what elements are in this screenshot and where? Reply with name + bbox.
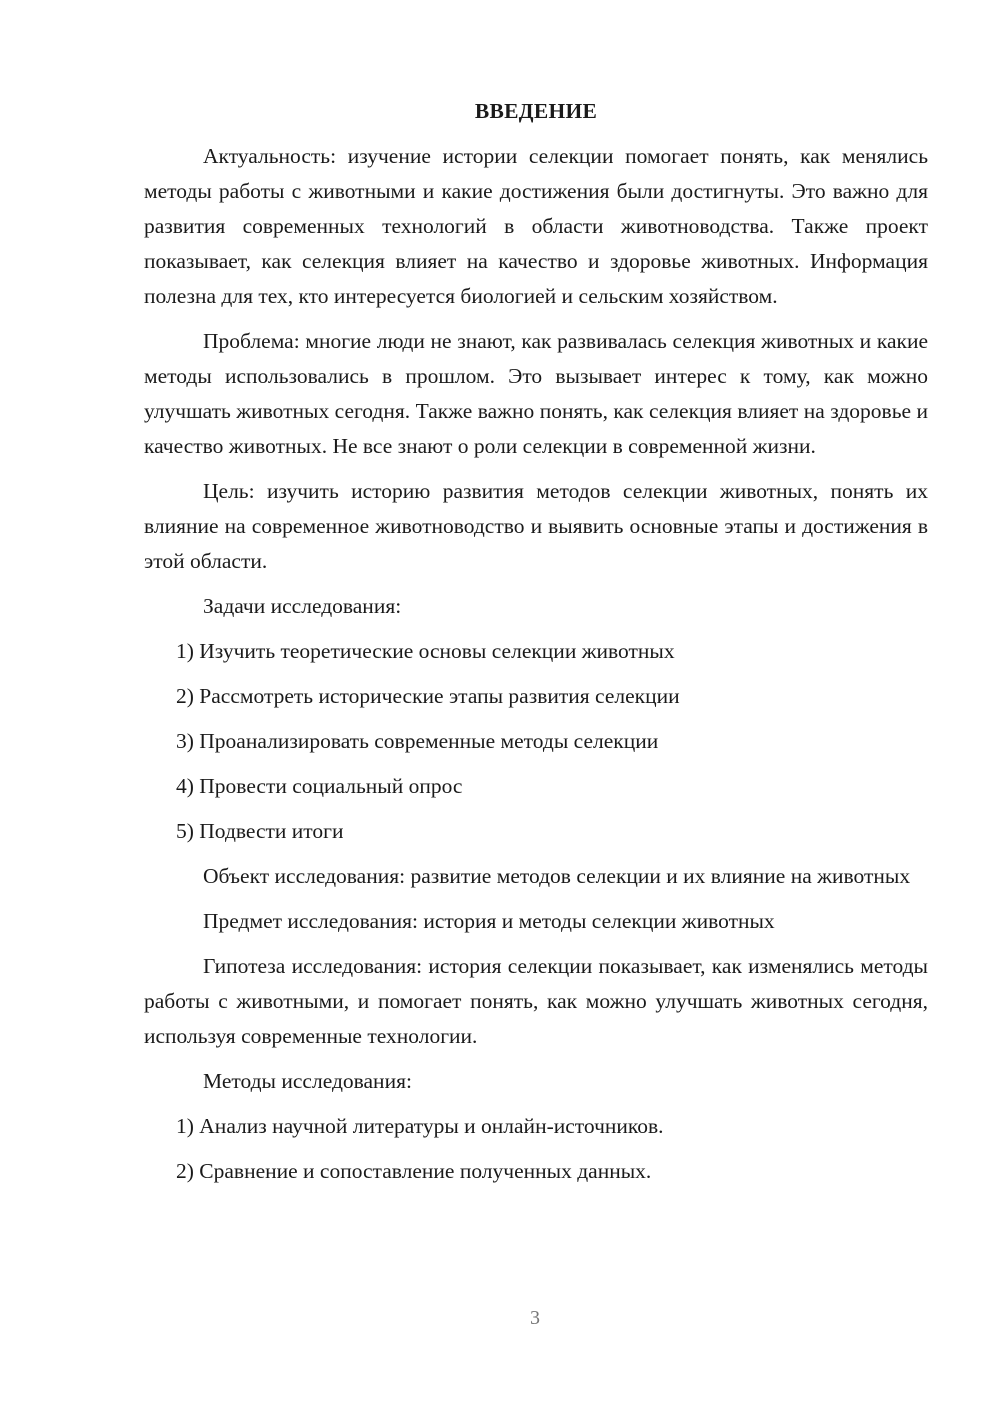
list-item: 4) Провести социальный опрос [176,774,463,798]
hypothesis-paragraph: Гипотеза исследования: история селекции показывает, как изменялись методы работы с животными, и помогает понять, как можно улучшать животных сегодня, используя современные технологии. [144,954,928,1048]
list-item: 1) Изучить теоретические основы селекции животных [176,639,675,663]
relevance-paragraph: Актуальность: изучение истории селекции помогает понять, как менялись методы работы с животными и какие достижения были достигнуты. Это важно для развития современных технологий в области животноводства. Также проект показывает, как селекция влияет на качество и здоровье животных. Информация полезна для тех, кто интересуется биологией и сельским хозяйством. [144,144,928,308]
object-paragraph: Объект исследования: развитие методов селекции и их влияние на животных [203,864,911,888]
tasks-list [144,634,928,849]
tasks-heading: Задачи исследования: [203,594,402,618]
subject-paragraph: Предмет исследования: история и методы селекции животных [203,909,775,933]
page-number: 3 [530,1307,540,1329]
methods-heading: Методы исследования: [203,1069,412,1093]
document-page [144,94,928,1199]
methods-list [144,1109,928,1189]
problem-paragraph: Проблема: многие люди не знают, как развивалась селекция животных и какие методы использовались в прошлом. Это вызывает интерес к тому, как можно улучшать животных сегодня. Также важно понять, как селекция влияет на здоровье и качество животных. Не все знают о роли селекции в современной жизни. [144,329,928,458]
list-item: 1) Анализ научной литературы и онлайн-источников. [176,1114,664,1138]
list-item: 2) Сравнение и сопоставление полученных данных. [176,1159,652,1183]
page-title: ВВЕДЕНИЕ [474,99,598,123]
list-item: 3) Проанализировать современные методы селекции [176,729,659,753]
list-item: 2) Рассмотреть исторические этапы развития селекции [176,684,680,708]
list-item: 5) Подвести итоги [176,819,344,843]
goal-paragraph: Цель: изучить историю развития методов селекции животных, понять их влияние на современное животноводство и выявить основные этапы и достижения в этой области. [144,479,928,573]
